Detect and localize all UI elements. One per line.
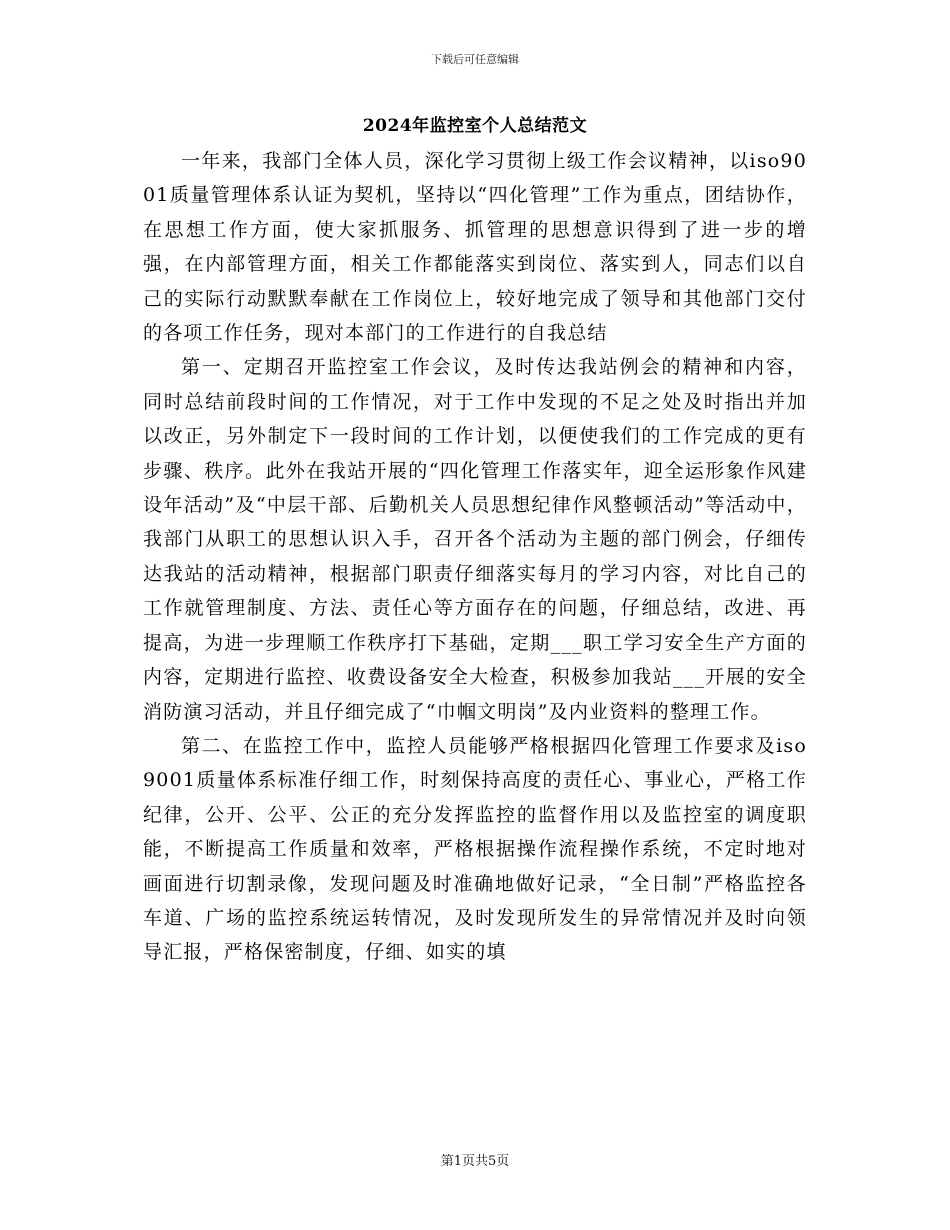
document-body: [143, 144, 807, 970]
paragraph-second: 第二、在监控工作中，监控人员能够严格根据四化管理工作要求及iso9001质量体系标准仔细工作，时刻保持高度的责任心、事业心，严格工作纪律，公开、公平、公正的充分发挥监控的监督作用以及监控室的调度职能，不断提高工作质量和效率，严格根据操作流程操作系统，不定时地对画面进行切割录像，发现问题及时准确地做好记录，“全日制”严格监控各车道、广场的监控系统运转情况，及时发现所发生的异常情况并及时向领导汇报，严格保密制度，仔细、如实的填: [143, 734, 807, 964]
paragraph-intro: 一年来，我部门全体人员，深化学习贯彻上级工作会议精神，以iso9001质量管理体系认证为契机，坚持以“四化管理”工作为重点，团结协作，在思想工作方面，使大家抓服务、抓管理的思想意识得到了进一步的增强，在内部管理方面，相关工作都能落实到岗位、落实到人，同志们以自己的实际行动默默奉献在工作岗位上，较好地完成了领导和其他部门交付的各项工作任务，现对本部门的工作进行的自我总结: [143, 150, 807, 345]
document-title: 2024年监控室个人总结范文: [362, 116, 588, 136]
page-header: 下载后可任意编辑: [431, 53, 519, 66]
page-footer: 第1页共5页: [440, 1154, 510, 1169]
paragraph-first: 第一、定期召开监控室工作会议，及时传达我站例会的精神和内容，同时总结前段时间的工作情况，对于工作中发现的不足之处及时指出并加以改正，另外制定下一段时间的工作计划，以便使我们的工作完成的更有步骤、秩序。此外在我站开展的“四化管理工作落实年，迎全运形象作风建设年活动”及“中层干部、后勤机关人员思想纪律作风整顿活动”等活动中，我部门从职工的思想认识入手，召开各个活动为主题的部门例会，仔细传达我站的活动精神，根据部门职责仔细落实每月的学习内容，对比自己的工作就管理制度、方法、责任心等方面存在的问题，仔细总结，改进、再提高，为进一步理顺工作秩序打下基础，定期___职工学习安全生产方面的内容，定期进行监控、收费设备安全大检查，积极参加我站___开展的安全消防演习活动，并且仔细完成了“巾帼文明岗”及内业资料的整理工作。: [143, 356, 807, 723]
